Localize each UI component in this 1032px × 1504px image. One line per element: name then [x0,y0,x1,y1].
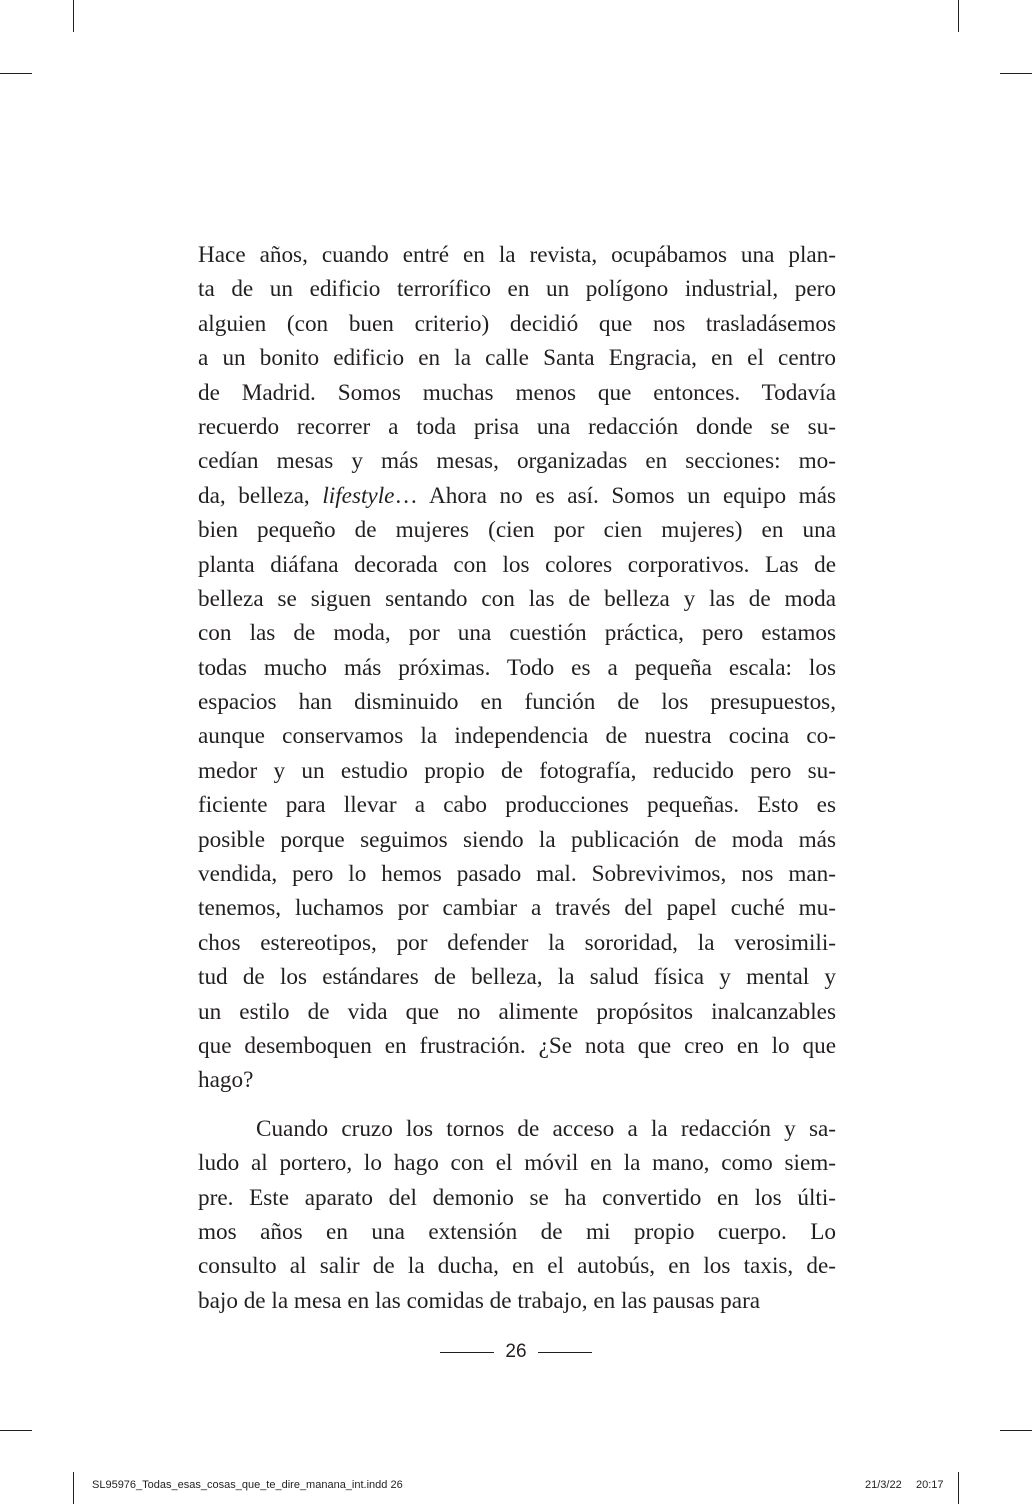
paragraph-2 [198,1112,836,1318]
text-line: mos años en una extensión de mi propio cuerpo. Lo [198,1218,836,1245]
crop-mark-top-right [958,0,959,32]
crop-mark-top-left [73,0,74,32]
text-line: cedían mesas y más mesas, organizadas en secciones: mo- [198,448,836,475]
text-line: tenemos, luchamos por cambiar a través del papel cuché mu- [198,895,836,922]
text-line: medor y un estudio propio de fotografía, reducido pero su- [198,757,836,784]
text-line: planta diáfana decorada con los colores corporativos. Las de [198,551,836,578]
text-line: de Madrid. Somos muchas menos que entonces. Todavía [198,379,836,406]
text-line: bajo de la mesa en las comidas de trabajo, en las pausas para [198,1287,761,1314]
text-line: ficiente para llevar a cabo producciones pequeñas. Esto es [198,792,836,819]
text-line: que desemboquen en frustración. ¿Se nota que creo en lo que [198,1032,836,1059]
crop-mark-right-top [1000,73,1032,74]
crop-mark-left-top [0,73,32,74]
text-line: bien pequeño de mujeres (cien por cien mujeres) en una [198,517,836,544]
text-line: espacios han disminuido en función de los presupuestos, [198,689,836,716]
text-line: aunque conservamos la independencia de nuestra cocina co- [198,723,836,750]
text-line: ludo al portero, lo hago con el móvil en la mano, como siem- [198,1150,836,1177]
crop-mark-right-bottom [1000,1430,1032,1431]
text-line: vendida, pero lo hemos pasado mal. Sobrevivimos, nos man- [198,861,836,888]
italic-term: lifestyle [322,482,395,509]
text-line: pre. Este aparato del demonio se ha convertido en los últi- [198,1184,836,1211]
slug-date: 21/3/22 [865,1479,902,1491]
text-line: alguien (con buen criterio) decidió que nos trasladásemos [198,310,836,337]
text-line: recuerdo recorrer a toda prisa una redacción donde se su- [198,413,836,440]
text-line: hago? [198,1067,254,1094]
crop-mark-bottom-right [958,1472,959,1504]
folio-rule-right [538,1352,592,1353]
page-number: 26 [505,1341,527,1362]
text-line: Hace años, cuando entré en la revista, ocupábamos una plan- [198,242,836,268]
text-fragment: da, belleza, [198,482,323,509]
text-line [198,479,836,513]
text-line: tud de los estándares de belleza, la salud física y mental y [198,964,836,991]
text-line: ta de un edificio terrorífico en un polígono industrial, pero [198,276,836,303]
text-line: consulto al salir de la ducha, en el autobús, en los taxis, de- [198,1253,836,1280]
crop-mark-bottom-left [73,1472,74,1504]
text-line: a un bonito edificio en la calle Santa Engracia, en el centro [198,345,836,372]
text-line: posible porque seguimos siendo la publicación de moda más [198,826,836,853]
text-line: Cuando cruzo los tornos de acceso a la redacción y sa- [256,1115,836,1142]
text-line: un estilo de vida que no alimente propósitos inalcanzables [198,998,836,1025]
body-text [198,238,836,1318]
crop-mark-left-bottom [0,1430,32,1431]
page-folio [440,1337,592,1367]
text-line: con las de moda, por una cuestión práctica, pero estamos [198,620,836,647]
text-line: chos estereotipos, por defender la sororidad, la verosimili- [198,929,836,956]
text-line: belleza se siguen sentando con las de belleza y las de moda [198,585,836,612]
paragraph-1 [198,238,836,1098]
slug-time: 20:17 [916,1479,944,1491]
text-line: todas mucho más próximas. Todo es a pequeña escala: los [198,654,836,681]
folio-rule-left [440,1352,494,1353]
text-fragment: … Ahora no es así. Somos un equipo más [394,482,837,509]
slug-filename: SL95976_Todas_esas_cosas_que_te_dire_manana_int.indd 26 [92,1479,403,1491]
